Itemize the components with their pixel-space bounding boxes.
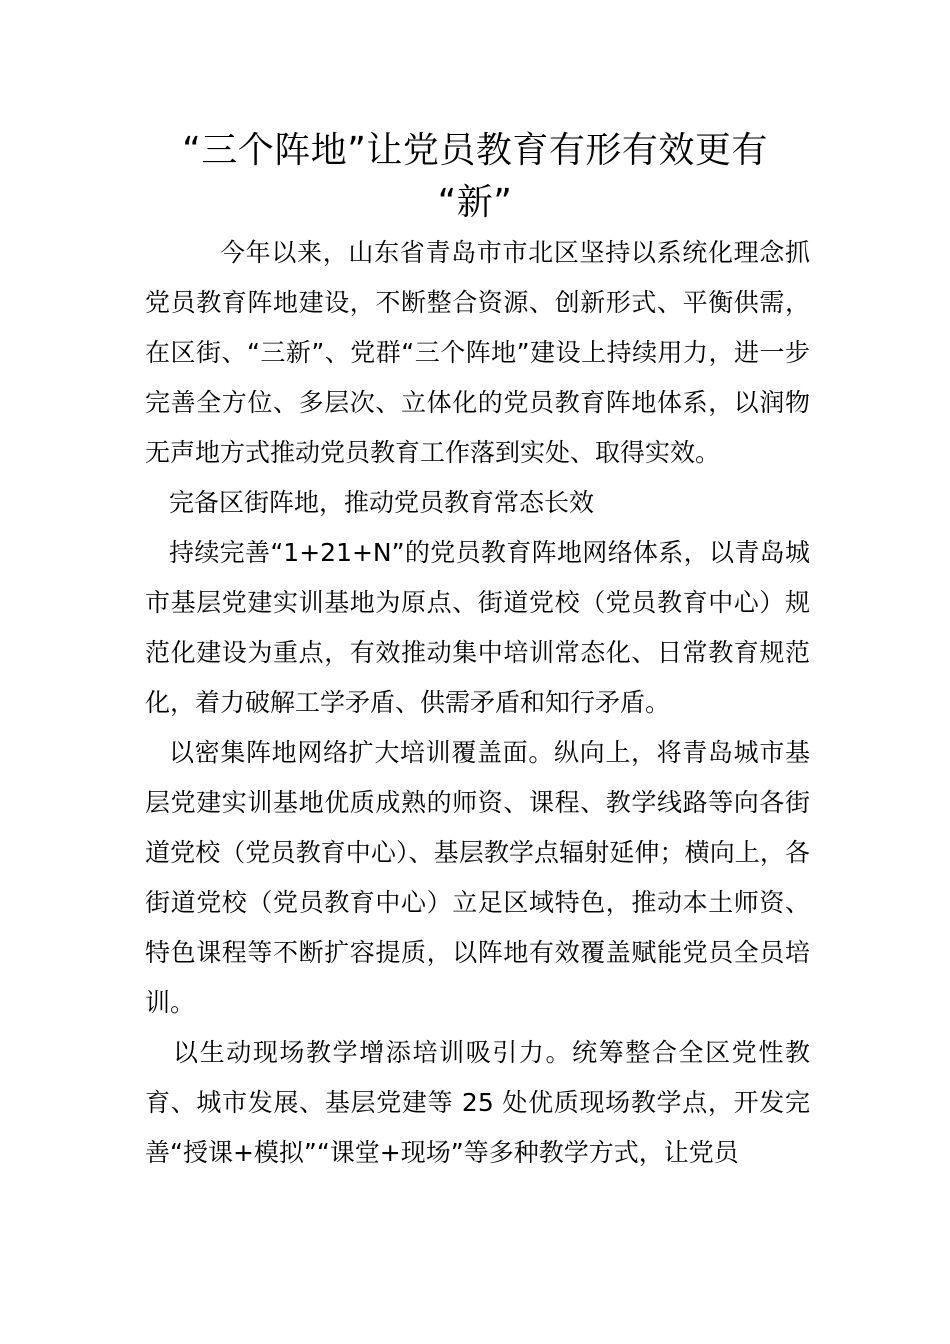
document-title: “三个阵地”让党员教育有形有效更有: [182, 130, 768, 171]
document-body: [145, 228, 810, 1178]
body-paragraph: 持续完善“1+21+N”的党员教育阵地网络体系，以青岛城市基层党建实训基地为原点、街道党校（党员教育中心）规范化建设为重点，有效推动集中培训常态化、日常教育规范化，着力破解工学矛盾、供需矛盾和知行矛盾。: [145, 538, 810, 717]
intro-paragraph: 今年以来，山东省青岛市市北区坚持以系统化理念抓党员教育阵地建设，不断整合资源、创新形式、平衡供需，在区街、“三新”、党群“三个阵地”建设上持续用力，进一步完善全方位、多层次、立体化的党员教育阵地体系，以润物无声地方式推动党员教育工作落到实处、取得实效。: [145, 238, 810, 467]
section-heading: 完备区街阵地，推动党员教育常态长效: [169, 488, 595, 517]
body-paragraph: 以密集阵地网络扩大培训覆盖面。纵向上，将青岛城市基层党建实训基地优质成熟的师资、课程、教学线路等向各街道党校（党员教育中心）、基层教学点辐射延伸；横向上，各街道党校（党员教育中心）立足区域特色，推动本土师资、特色课程等不断扩容提质，以阵地有效覆盖赋能党员全员培训。: [145, 738, 810, 1017]
body-paragraph: 以生动现场教学增添培训吸引力。统筹整合全区党性教育、城市发展、基层党建等 25 处优质现场教学点，开发完善“授课+模拟”“课堂+现场”等多种教学方式，让党员: [145, 1038, 810, 1167]
document-title-continued: “新”: [437, 182, 513, 223]
